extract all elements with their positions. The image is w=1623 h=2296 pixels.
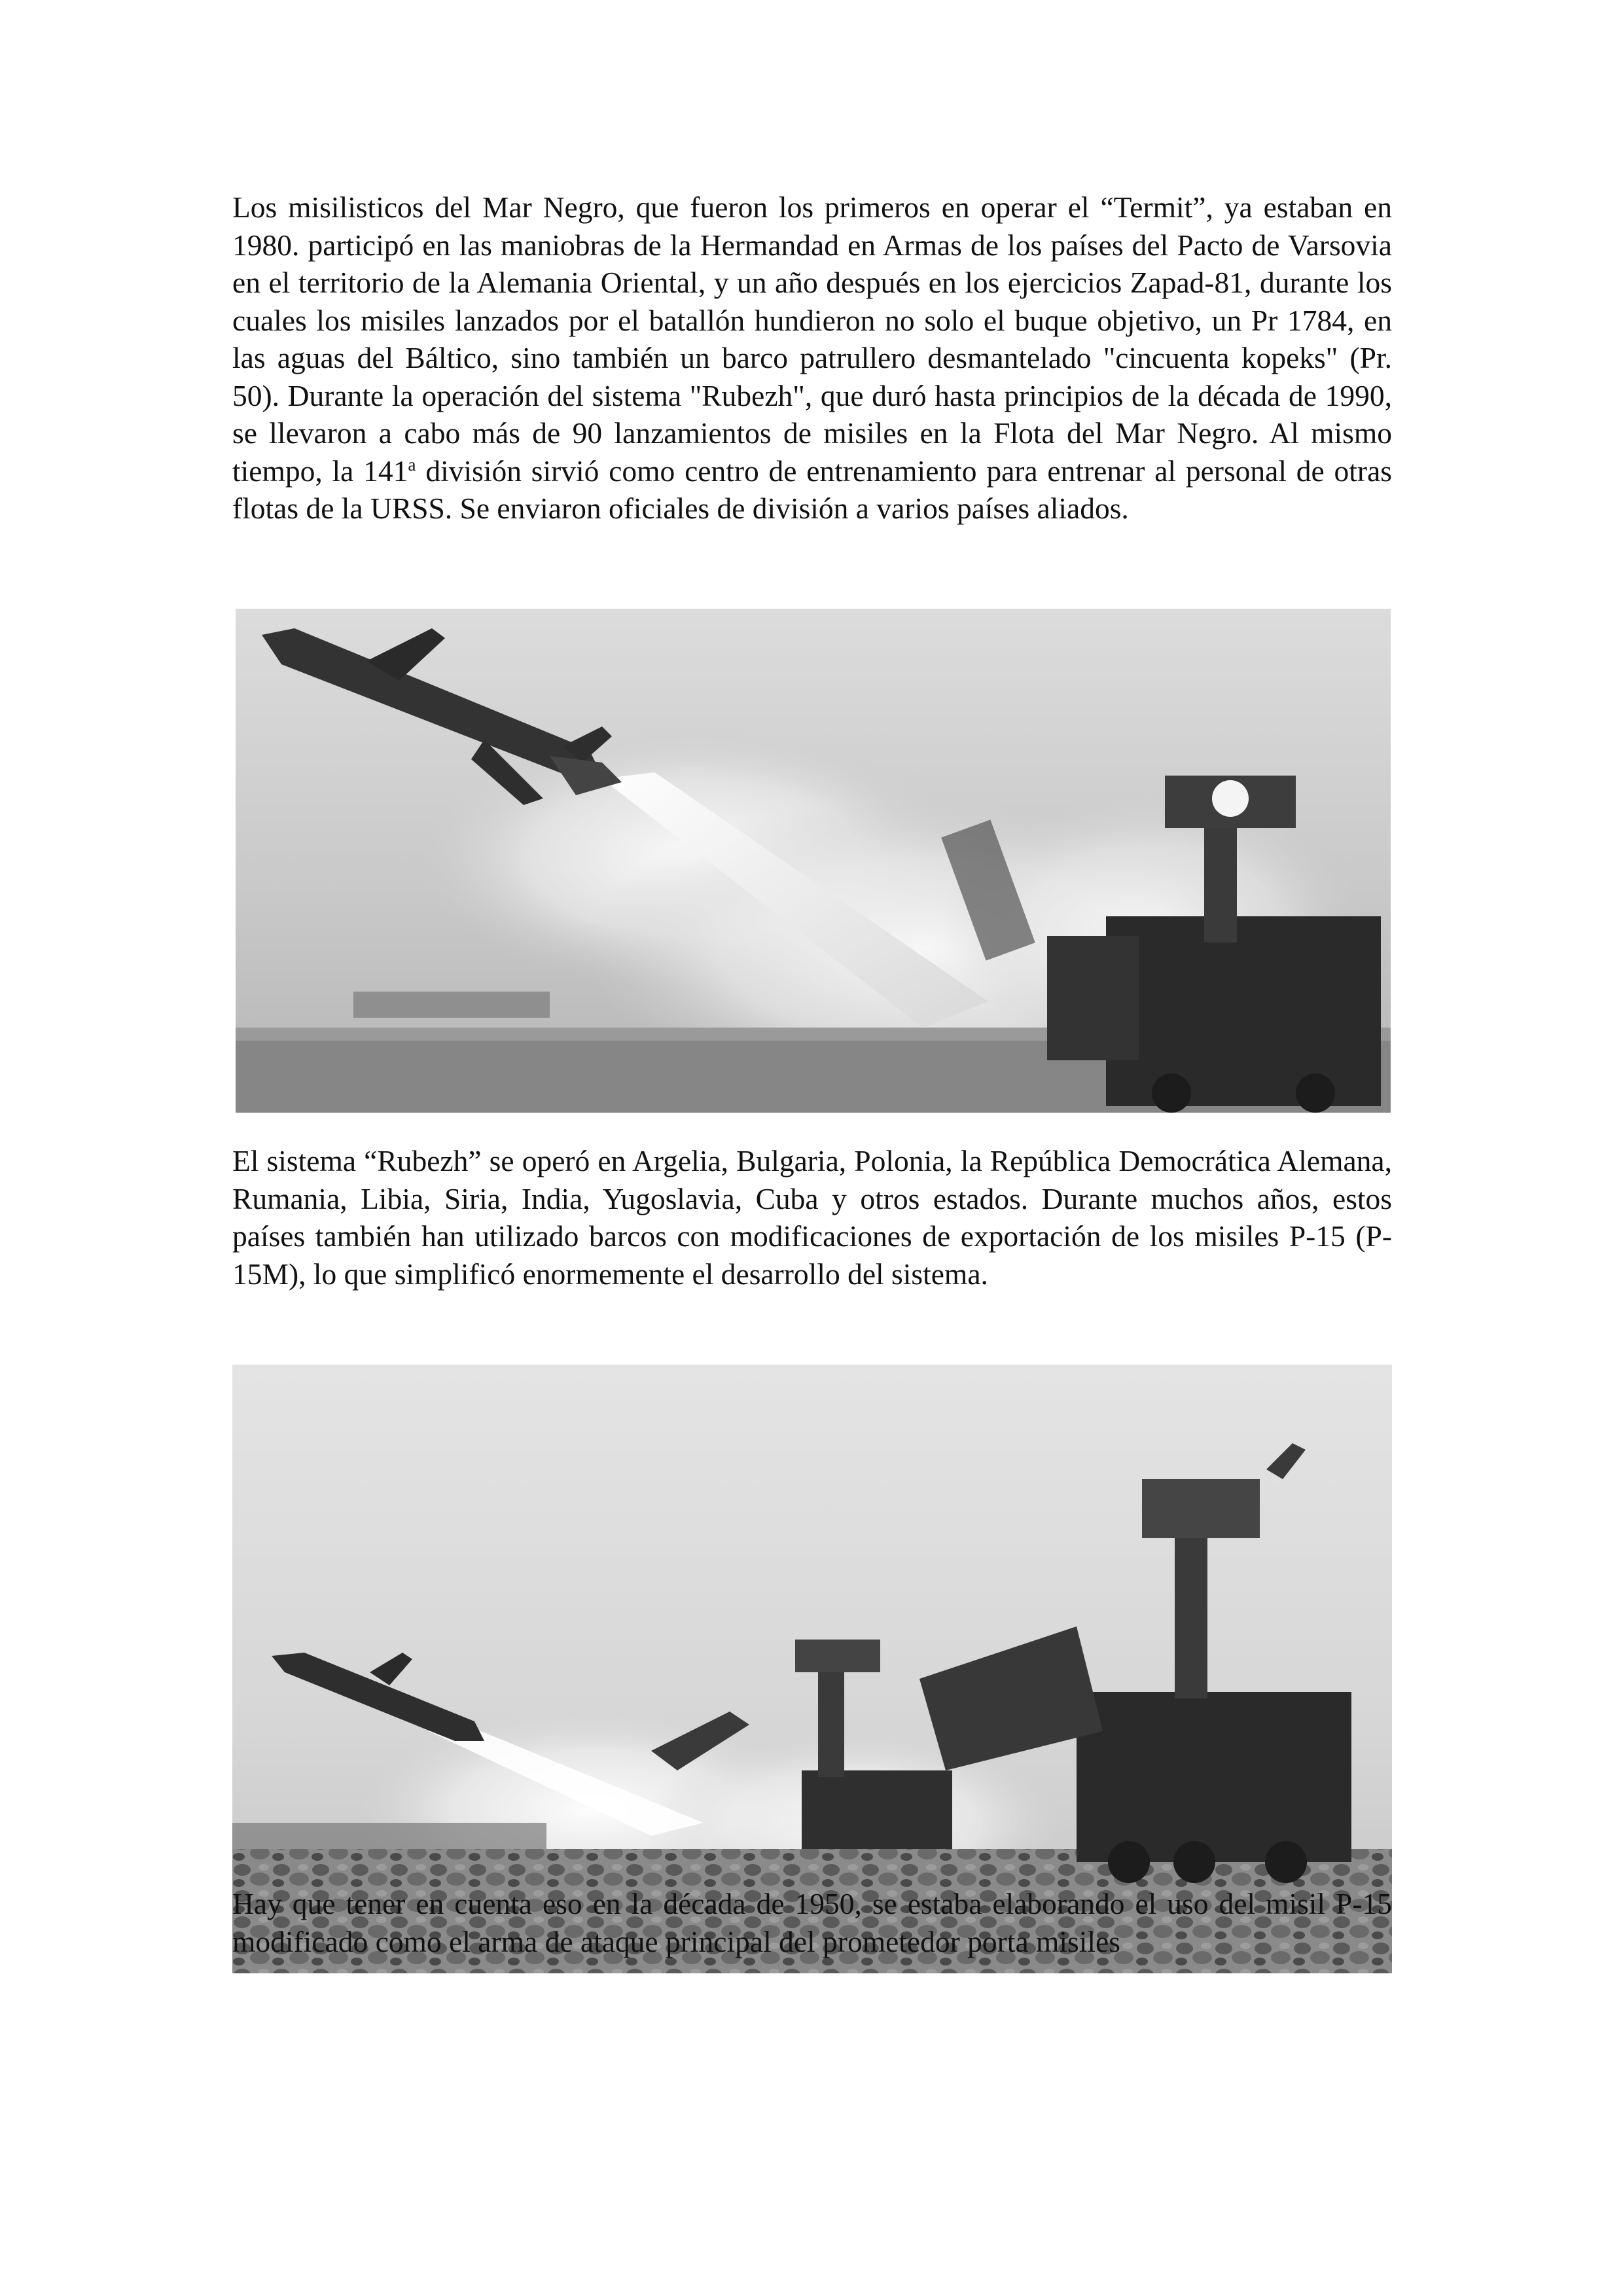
- photo-1-illustration: [236, 609, 1391, 1113]
- paragraph-1-text-b: división sirvió como centro de entrenamiento para entrenar al personal de otras flotas de la URSS. Se enviaron oficiales de división a varios países aliados.: [232, 454, 1392, 525]
- photo-2-illustration: [232, 1365, 1392, 1973]
- paragraph-1-text-a: Los misilisticos del Mar Negro, que fueron los primeros en operar el “Termit”, ya estaban en 1980. participó en las maniobras de la Hermandad en Armas de los países del Pacto de Varsovia en el territorio de la Alemania Oriental, y un año después en los ejercicios Zapad-81, durante los cuales los misiles lanzados por el batallón hundieron no solo el buque objetivo, un Pr 1784, en las aguas del Báltico, sino también un barco patrullero desmantelado "cincuenta kopeks" (Pr. 50). Durante la operación del sistema "Rubezh", que duró hasta principios de la década de 1990, se llevaron a cabo más de 90 lanzamientos de misiles en la Flota del Mar Negro. Al mismo tiempo, la 141: [232, 190, 1392, 488]
- ordinal-superscript: a: [408, 454, 416, 475]
- photo-missile-launch-two-launchers: [232, 1365, 1392, 1973]
- paragraph-1: [232, 188, 1392, 528]
- photo-missile-launch-truck: [236, 609, 1391, 1113]
- paragraph-3: Hay que tener en cuenta eso en la década de 1950, se estaba elaborando el uso del misil P-15 modificado como el arma de ataque principal del prometedor porta misiles: [232, 1887, 1392, 1958]
- paragraph-2: El sistema “Rubezh” se operó en Argelia, Bulgaria, Polonia, la República Democrática Alemana, Rumania, Libia, Siria, India, Yugoslavia, Cuba y otros estados. Durante muchos años, estos países también han utilizado barcos con modificaciones de exportación de los misiles P-15 (P-15M), lo que simplificó enormemente el desarrollo del sistema.: [232, 1144, 1392, 1291]
